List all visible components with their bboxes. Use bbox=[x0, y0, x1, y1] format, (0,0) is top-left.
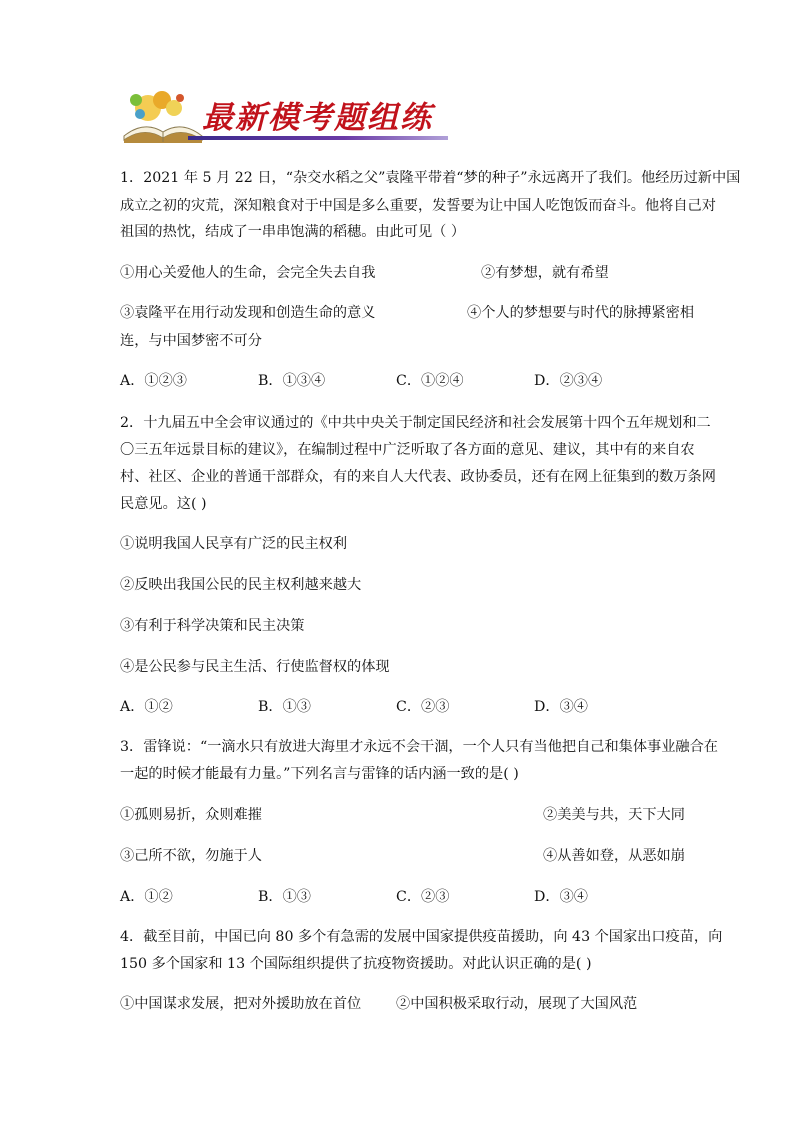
q1-item-2: ②有梦想，就有希望 bbox=[481, 265, 609, 281]
q1-item-3: ③袁隆平在用行动发现和创造生命的意义 bbox=[120, 305, 376, 321]
q2-choice-b: B．①③ bbox=[258, 699, 311, 715]
q2-choice-a: A．①② bbox=[120, 699, 173, 715]
q3-item-1: ①孤则易折，众则难摧 bbox=[120, 807, 262, 823]
q2-line-2: 〇三五年远景目标的建议》，在编制过程中广泛听取了各方面的意见、建议，其中有的来自农 bbox=[120, 442, 695, 458]
q3-choice-d: D．③④ bbox=[534, 889, 588, 905]
q4-item-1: ①中国谋求发展，把对外援助放在首位 bbox=[120, 996, 362, 1012]
q3-item-2: ②美美与共，天下大同 bbox=[543, 807, 685, 823]
q4-item-2: ②中国积极采取行动，展现了大国风范 bbox=[396, 996, 638, 1012]
q1-choice-b: B．①③④ bbox=[258, 373, 326, 389]
q2-line-1: 2．十九届五中全会审议通过的《中共中央关于制定国民经济和社会发展第十四个五年规划和二 bbox=[120, 415, 711, 431]
q2-item-1: ①说明我国人民享有广泛的民主权利 bbox=[120, 536, 348, 552]
q3-line-2: 一起的时候才能最有力量。”下列名言与雷锋的话内涵一致的是( ) bbox=[120, 766, 519, 782]
q2-item-4: ④是公民参与民主生活、行使监督权的体现 bbox=[120, 659, 390, 675]
q3-item-3: ③己所不欲，勿施于人 bbox=[120, 848, 262, 864]
q3-line-1: 3．雷锋说：“一滴水只有放进大海里才永远不会干涸，一个人只有当他把自己和集体事业融合在 bbox=[120, 739, 718, 755]
q1-choice-d: D．②③④ bbox=[534, 373, 603, 389]
banner-title: 最新模考题组练 bbox=[202, 100, 433, 136]
q2-item-2: ②反映出我国公民的民主权利越来越大 bbox=[120, 577, 362, 593]
q2-item-3: ③有利于科学决策和民主决策 bbox=[120, 618, 305, 634]
q1-item-1: ①用心关爱他人的生命，会完全失去自我 bbox=[120, 265, 376, 281]
q3-choice-a: A．①② bbox=[120, 889, 173, 905]
q1-line-1: 1．2021 年 5 月 22 日，“杂交水稻之父”袁隆平带着“梦的种子”永远离开了我们。他经历过新中国 bbox=[120, 170, 741, 186]
q1-choice-c: C．①②④ bbox=[396, 373, 464, 389]
q1-choice-a: A．①②③ bbox=[120, 373, 187, 389]
q1-line-2: 成立之初的灾荒，深知粮食对于中国是多么重要，发誓要为让中国人吃饱饭而奋斗。他将自己对 bbox=[120, 198, 716, 214]
q2-choice-d: D．③④ bbox=[534, 699, 588, 715]
q2-line-4: 民意见。这( ) bbox=[120, 496, 207, 512]
q1-line-3: 祖国的热忱，结成了一串串饱满的稻穗。由此可见（ ） bbox=[120, 224, 466, 240]
q3-choice-b: B．①③ bbox=[258, 889, 311, 905]
q4-line-2: 150 多个国家和 13 个国际组织提供了抗疫物资援助。对此认识正确的是( ) bbox=[120, 956, 592, 972]
q3-choice-c: C．②③ bbox=[396, 889, 450, 905]
q3-item-4: ④从善如登，从恶如崩 bbox=[543, 848, 685, 864]
q1-item-4: ④个人的梦想要与时代的脉搏紧密相 bbox=[467, 305, 695, 321]
q1-item-4-cont: 连，与中国梦密不可分 bbox=[120, 333, 262, 349]
section-banner bbox=[118, 86, 448, 144]
q2-line-3: 村、社区、企业的普通干部群众，有的来自人大代表、政协委员，还有在网上征集到的数万条网 bbox=[120, 469, 716, 485]
q2-choice-c: C．②③ bbox=[396, 699, 450, 715]
banner-underline bbox=[188, 136, 448, 140]
q4-line-1: 4．截至目前，中国已向 80 多个有急需的发展中国家提供疫苗援助，向 43 个国家出口疫苗，向 bbox=[120, 929, 723, 945]
